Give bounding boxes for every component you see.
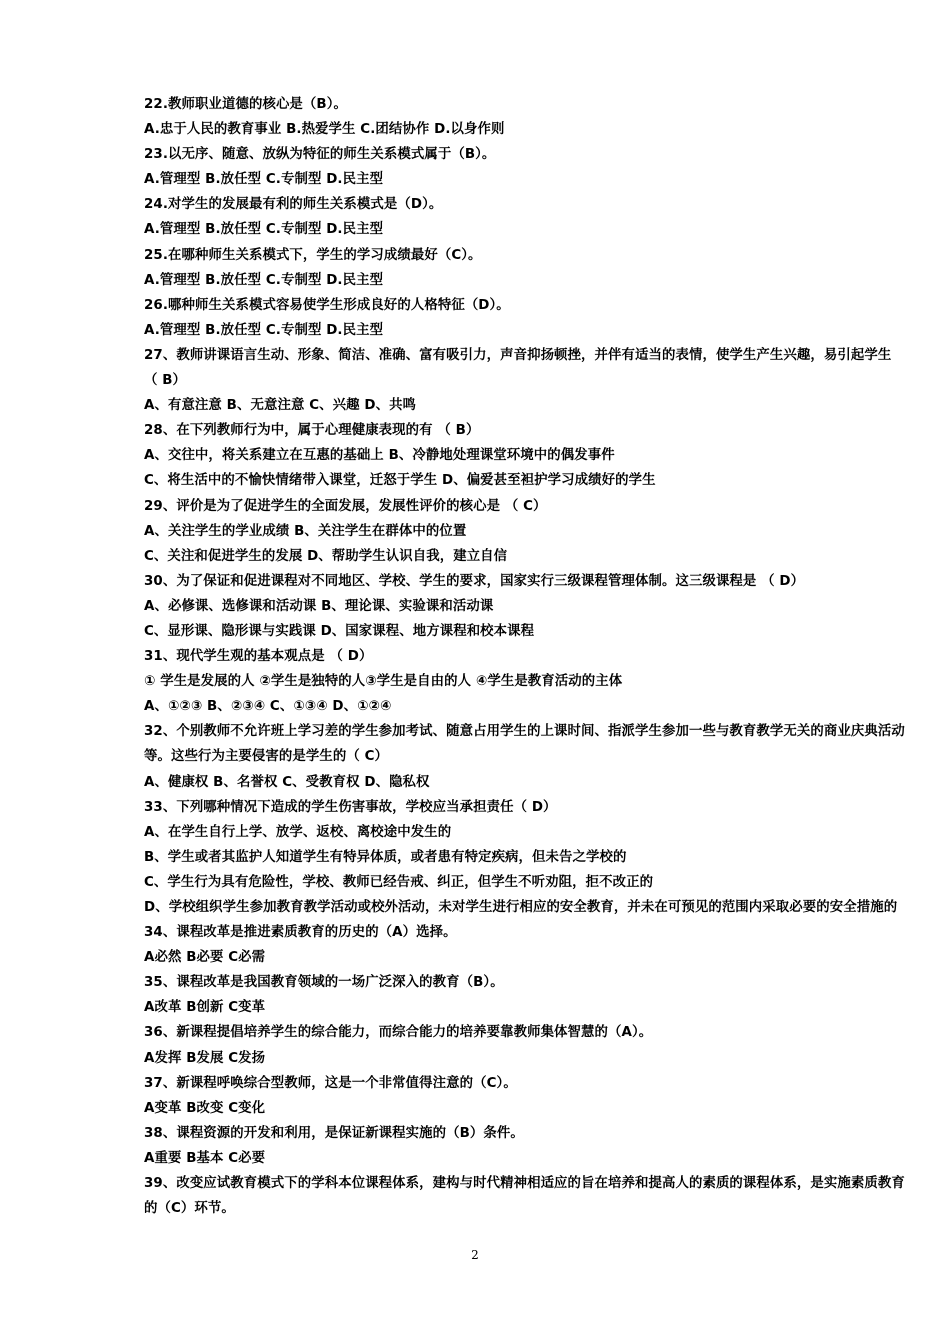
text-line: 25.在哪种师生关系模式下，学生的学习成绩最好（C）。 [144, 247, 482, 263]
text-line: A、①②③ B、②③④ C、①③④ D、①②④ [144, 699, 392, 715]
text-line: A、交往中，将关系建立在互惠的基础上 B、冷静地处理课堂环境中的偶发事件 [144, 448, 615, 464]
text-line: C、学生行为具有危险性，学校、教师已经告戒、纠正，但学生不听劝阻，拒不改正的 [144, 874, 654, 890]
text-line: 36、新课程提倡培养学生的综合能力，而综合能力的培养要靠教师集体智慧的（A）。 [144, 1025, 653, 1041]
text-line: A改革 B创新 C变革 [144, 1000, 266, 1016]
text-line: A、有意注意 B、无意注意 C、兴趣 D、共鸣 [144, 398, 417, 414]
text-line: 31、现代学生观的基本观点是 （ D） [144, 649, 373, 665]
text-line: A.管理型 B.放任型 C.专制型 D.民主型 [144, 172, 384, 188]
text-line: 22.教师职业道德的核心是（B）。 [144, 97, 348, 112]
text-line: A.管理型 B.放任型 C.专制型 D.民主型 [144, 272, 384, 288]
text-line: C、将生活中的不愉快情绪带入课堂，迁怒于学生 D、偏爱甚至袒护学习成绩好的学生 [144, 473, 656, 489]
text-line: 35、课程改革是我国教育领域的一场广泛深入的教育（B）。 [144, 975, 504, 991]
text-line: A必然 B必要 C必需 [144, 950, 266, 966]
text-line: A.管理型 B.放任型 C.专制型 D.民主型 [144, 222, 384, 238]
text-line: D、学校组织学生参加教育教学活动或校外活动，未对学生进行相应的安全教育，并未在可预见的范围内采取必要的安全措施的 [144, 900, 898, 915]
document-body [144, 92, 908, 1221]
text-line: C、关注和促进学生的发展 D、帮助学生认识自我，建立自信 [144, 548, 508, 564]
text-line: 29、评价是为了促进学生的全面发展，发展性评价的核心是 （ C） [144, 498, 547, 514]
text-line: 32、个别教师不允许班上学习差的学生参加考试、随意占用学生的上课时间、指派学生参加一些与教育教学无关的商业庆典活动等。这些行为主要侵害的是学生的（ C） [144, 724, 905, 765]
text-line: A.管理型 B.放任型 C.专制型 D.民主型 [144, 322, 384, 338]
text-line: B、学生或者其监护人知道学生有特异体质，或者患有特定疾病，但未告之学校的 [144, 849, 627, 865]
text-line: 23.以无序、随意、放纵为特征的师生关系模式属于（B）。 [144, 147, 496, 163]
text-line: 34、课程改革是推进素质教育的历史的（A）选择。 [144, 925, 457, 941]
text-line: 38、课程资源的开发和利用，是保证新课程实施的（B）条件。 [144, 1125, 524, 1141]
text-line: A重要 B基本 C必要 [144, 1150, 266, 1166]
text-line: A、健康权 B、名誉权 C、受教育权 D、隐私权 [144, 774, 430, 790]
text-line: 28、在下列教师行为中，属于心理健康表现的有 （ B） [144, 423, 480, 439]
text-line: 37、新课程呼唤综合型教师，这是一个非常值得注意的（C）。 [144, 1075, 517, 1091]
text-line: A、在学生自行上学、放学、返校、离校途中发生的 [144, 824, 452, 840]
text-line: 24.对学生的发展最有利的师生关系模式是（D）。 [144, 197, 443, 213]
text-line: ① 学生是发展的人 ②学生是独特的人③学生是自由的人 ④学生是教育活动的主体 [144, 674, 623, 690]
text-line: 39、改变应试教育模式下的学科本位课程体系，建构与时代精神相适应的旨在培养和提高人的素质的课程体系，是实施素质教育的（C）环节。 [144, 1176, 905, 1217]
text-line: 27、教师讲课语言生动、形象、简洁、准确、富有吸引力，声音抑扬顿挫，并伴有适当的表情，使学生产生兴趣，易引起学生 （ B） [144, 347, 892, 389]
text-line: A、必修课、选修课和活动课 B、理论课、实验课和活动课 [144, 598, 494, 614]
text-line: C、显形课、隐形课与实践课 D、国家课程、地方课程和校本课程 [144, 623, 535, 639]
page-number: 2 [471, 1248, 479, 1262]
text-line: A.忠于人民的教育事业 B.热爱学生 C.团结协作 D.以身作则 [144, 122, 505, 138]
text-line: 30、为了保证和促进课程对不同地区、学校、学生的要求，国家实行三级课程管理体制。这三级课程是 （ D） [144, 573, 805, 589]
text-line: A变革 B改变 C变化 [144, 1100, 266, 1116]
text-line: 33、下列哪种情况下造成的学生伤害事故，学校应当承担责任（ D） [144, 799, 557, 815]
text-line: A发挥 B发展 C发扬 [144, 1050, 266, 1066]
text-line: 26.哪种师生关系模式容易使学生形成良好的人格特征（D）。 [144, 297, 510, 313]
text-line: A、关注学生的学业成绩 B、关注学生在群体中的位置 [144, 523, 467, 539]
